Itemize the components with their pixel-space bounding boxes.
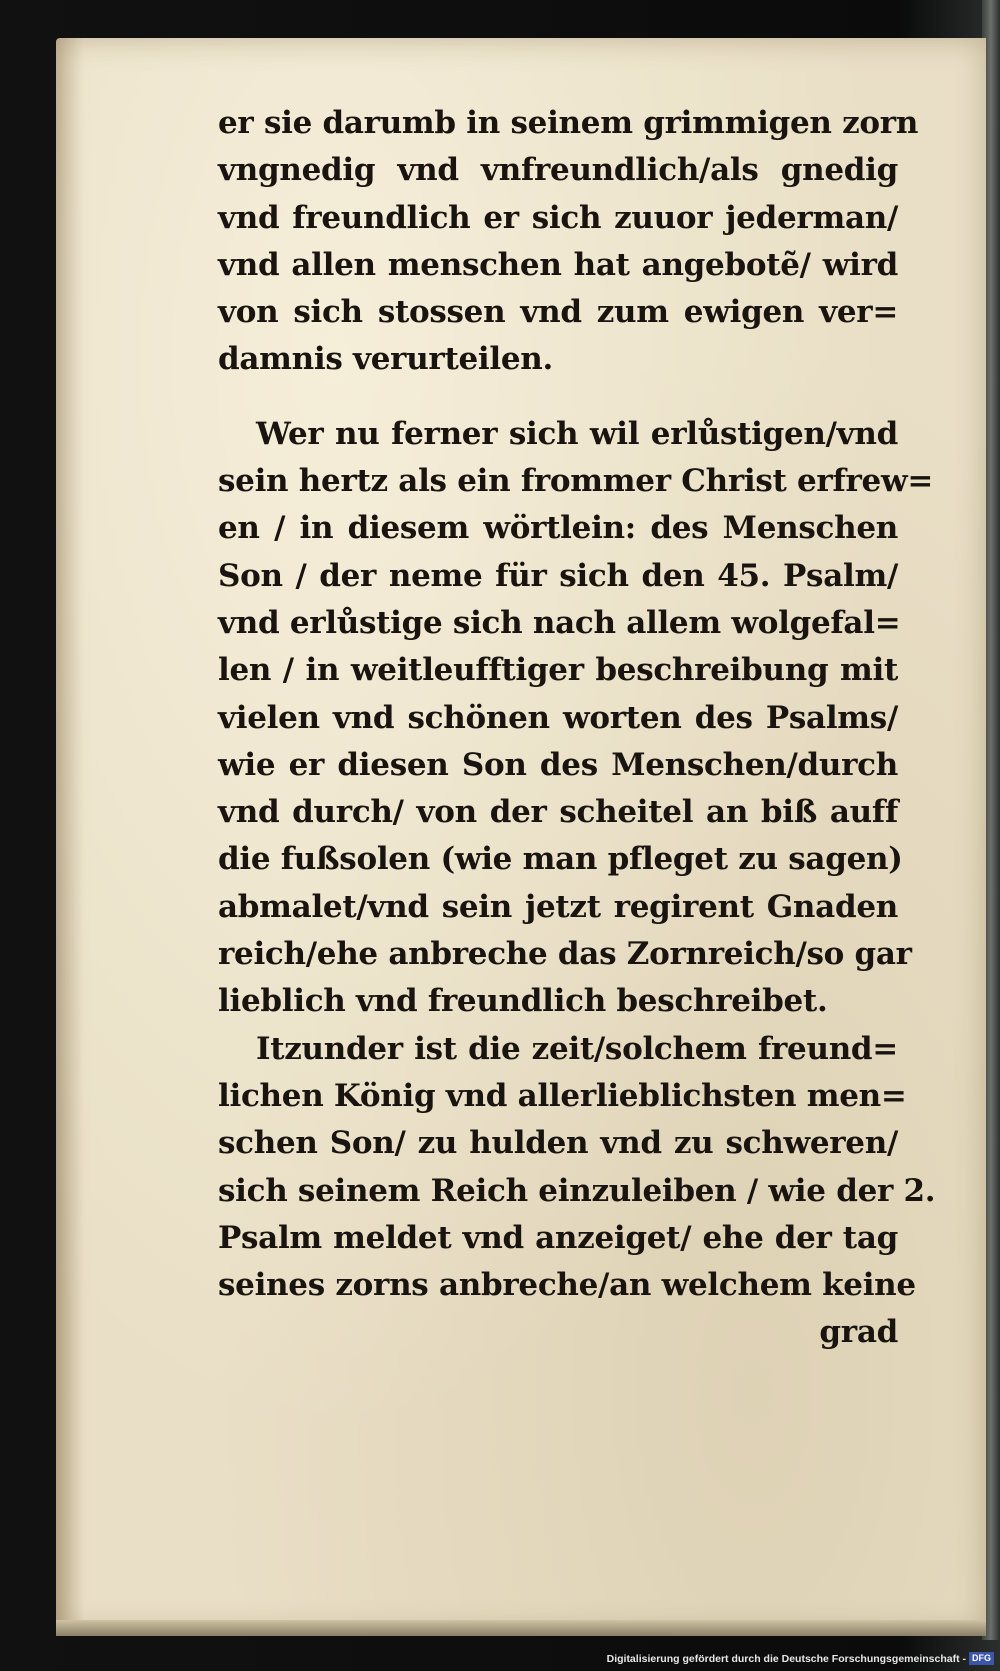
text-line: Son / der neme für sich den 45. Psalm/ bbox=[218, 557, 898, 594]
text-line: sein hertz als ein frommer Christ erfrew= bbox=[218, 463, 934, 500]
paragraph-2 bbox=[218, 411, 934, 1026]
paragraph-1 bbox=[218, 100, 919, 384]
text-line: Wer nu ferner sich wil erlůstigen/vnd bbox=[256, 415, 898, 452]
text-line: abmalet/vnd sein jetzt regirent Gnaden bbox=[218, 888, 898, 925]
text-line: Itzunder ist die zeit/solchem freund= bbox=[256, 1030, 898, 1067]
text-line: wie er diesen Son des Menschen/durch bbox=[218, 746, 898, 783]
text-line: damnis verurteilen. bbox=[218, 341, 554, 378]
text-line: die fußsolen (wie man pfleget zu sagen) bbox=[218, 841, 903, 878]
page-bottom-edge bbox=[56, 1620, 986, 1636]
text-line: vngnedig vnd vnfreundlich/als gnedig bbox=[218, 152, 898, 189]
text-line: vnd freundlich er sich zuuor jederman/ bbox=[218, 199, 898, 236]
text-line: reich/ehe anbreche das Zornreich/so gar bbox=[218, 936, 912, 973]
text-line: er sie darumb in seinem grimmigen zorn bbox=[218, 105, 919, 141]
paragraph-3 bbox=[218, 1026, 936, 1310]
page-text bbox=[218, 100, 936, 1357]
text-line: sich seinem Reich einzuleiben / wie der 2. bbox=[218, 1172, 936, 1209]
text-line: Psalm meldet vnd anzeiget/ ehe der tag bbox=[218, 1219, 898, 1256]
text-line: len / in weitleufftiger beschreibung mit bbox=[218, 652, 898, 689]
text-line: von sich stossen vnd zum ewigen ver= bbox=[218, 294, 898, 331]
text-line: vnd erlůstige sich nach allem wolgefal= bbox=[218, 604, 901, 641]
paragraph-gap bbox=[218, 384, 898, 411]
text-line: schen Son/ zu hulden vnd zu schweren/ bbox=[218, 1125, 898, 1162]
digitization-credit bbox=[607, 1650, 994, 1668]
dfg-logo: DFG bbox=[969, 1652, 994, 1665]
credit-text: Digitalisierung gefördert durch die Deutsche Forschungsgemeinschaft - bbox=[606, 1653, 966, 1665]
text-line: vielen vnd schönen worten des Psalms/ bbox=[218, 699, 898, 736]
text-line: lichen König vnd allerlieblichsten men= bbox=[218, 1077, 907, 1114]
text-line: en / in diesem wörtlein: des Menschen bbox=[218, 510, 898, 547]
text-line: vnd durch/ von der scheitel an biß auff bbox=[218, 794, 898, 831]
text-line: lieblich vnd freundlich beschreibet. bbox=[218, 983, 828, 1020]
catchword: grad bbox=[819, 1314, 898, 1351]
text-line: seines zorns anbreche/an welchem keine bbox=[218, 1267, 916, 1304]
text-line: vnd allen menschen hat angebotẽ/ wird bbox=[218, 246, 898, 283]
